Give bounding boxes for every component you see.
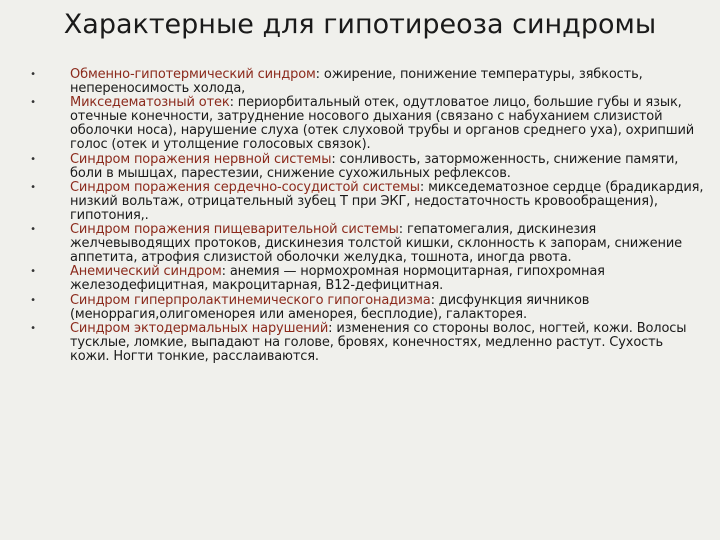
syndrome-description: : гепатомегалия, дискинезия желчевыводящих протоков, дискинезия толстой кишки, склонность к запорам, снижение аппетита, атрофия слизистой оболочки желудка, тошнота, иногда рвота. — [70, 222, 683, 266]
slide-title: Характерные для гипотиреоза синдромы — [63, 9, 657, 40]
bullet-icon: • — [30, 153, 36, 165]
syndrome-description: : дисфункция яичников (меноррагия,олигоменорея или аменорея, бесплодие), галакторея. — [70, 292, 590, 322]
syndrome-name: Анемический синдром — [70, 264, 222, 280]
bullet-icon: • — [30, 266, 36, 278]
syndrome-name: Микседематозный отек — [70, 95, 230, 111]
list-item — [28, 265, 704, 293]
list-item — [28, 181, 704, 223]
list-item — [28, 153, 704, 181]
syndrome-name: Синдром поражения сердечно-сосудистой системы — [70, 179, 420, 195]
bullet-icon: • — [30, 69, 36, 80]
syndrome-name: Синдром поражения нервной системы — [70, 151, 332, 167]
list-item — [28, 68, 704, 96]
syndrome-name: Обменно-гипотермический синдром — [70, 67, 316, 82]
syndrome-name: Синдром поражения пищеварительной системы — [70, 222, 399, 238]
bullet-icon: • — [30, 97, 36, 109]
syndrome-description: : сонливость, заторможенность, снижение памяти, боли в мышцах, парестезии, снижение сухожильных рефлексов. — [70, 151, 679, 181]
syndrome-description: : микседематозное сердце (брадикардия, низкий вольтаж, отрицательный зубец Т при ЭКГ, недостаточность кровообращения), гипотония,. — [70, 179, 704, 223]
bullet-icon: • — [30, 181, 36, 193]
list-item — [28, 294, 704, 322]
bullet-icon: • — [30, 224, 36, 236]
syndrome-description: : анемия — нормохромная нормоцитарная, гипохромная железодефицитная, макроцитарная, В12-дефицитная. — [70, 264, 605, 294]
syndrome-name: Синдром эктодермальных нарушений — [70, 320, 329, 336]
syndrome-name: Синдром гиперпролактинемического гипогонадизма — [70, 292, 431, 308]
syndrome-description: : периорбитальный отек, одутловатое лицо, большие губы и язык, отечные конечности, затруднение носового дыхания (связано с набуханием слизистой оболочки носа), нарушение слуха (отек слуховой трубы и органов среднего уха), охрипший голос (отек и утолщение голосовых связок). — [70, 95, 695, 153]
syndrome-description: : изменения со стороны волос, ногтей, кожи. Волосы тусклые, ломкие, выпадают на голове, бровях, конечностях, медленно растут. Сухость кожи. Ногти тонкие, расслаиваются. — [70, 320, 687, 364]
list-item — [28, 96, 704, 152]
bullet-icon: • — [30, 294, 36, 306]
list-item — [28, 223, 704, 265]
list-item — [28, 322, 704, 364]
bullet-icon: • — [30, 322, 36, 334]
syndrome-description: : ожирение, понижение температуры, зябкость, непереносимость холода, — [70, 67, 643, 97]
syndrome-list — [28, 68, 704, 364]
